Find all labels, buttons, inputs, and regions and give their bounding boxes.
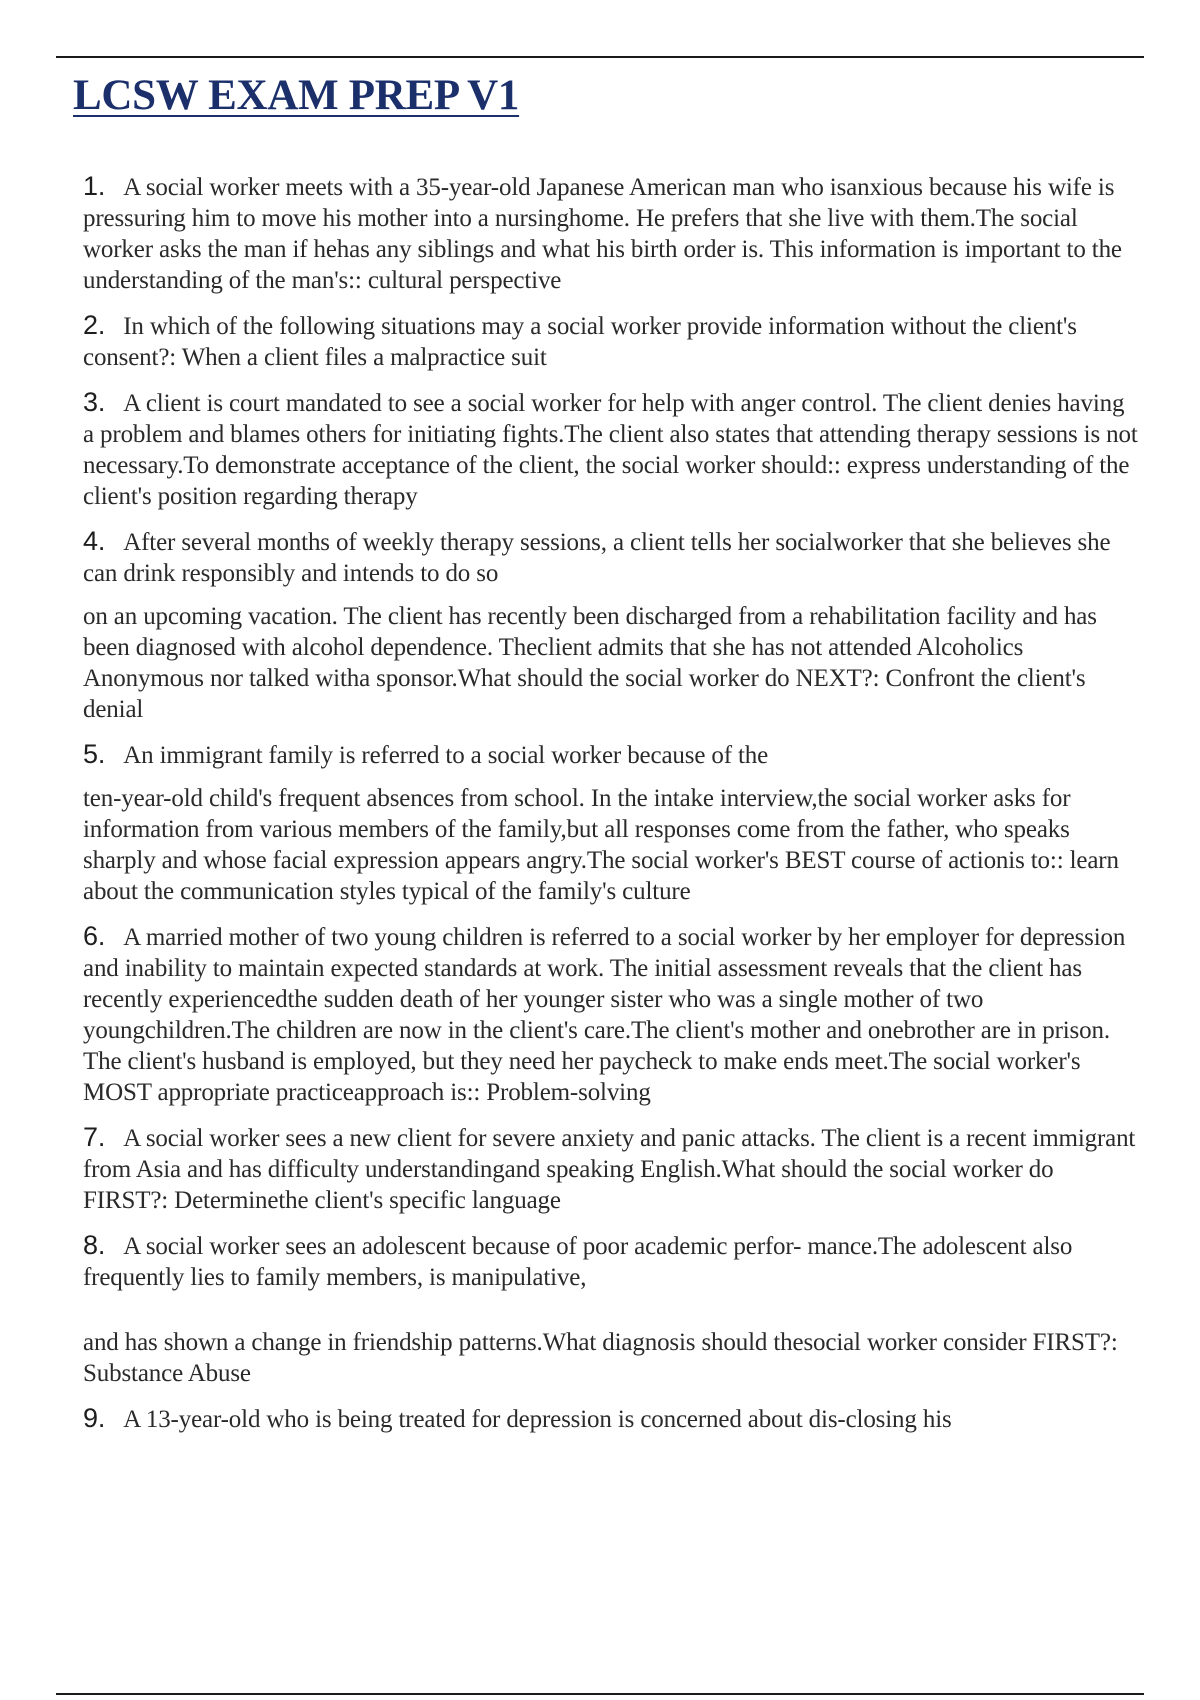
question-6-text — [83, 921, 1140, 1108]
question-number: 5. — [83, 739, 106, 769]
bottom-rule — [56, 1693, 1144, 1695]
question-3-text — [83, 387, 1140, 512]
question-body: A social worker sees a new client for severe anxiety and panic attacks. The client is a recent immigrant from Asia and has difficulty understandingand speaking English.What should the social worker do FIRST?: Determinethe client's specific language — [83, 1125, 1136, 1214]
question-8-text — [83, 1230, 1140, 1293]
question-body: An immigrant family is referred to a social worker because of the — [123, 742, 769, 769]
question-body: After several months of weekly therapy sessions, a client tells her socialworker that she believes she can drink responsibly and intends to do so — [83, 529, 1111, 587]
question-5 — [83, 739, 1140, 907]
question-body: A 13-year-old who is being treated for depression is concerned about dis-closing his — [123, 1406, 952, 1433]
question-number: 7. — [83, 1122, 106, 1152]
question-9 — [83, 1403, 1140, 1435]
question-body: In which of the following situations may a social worker provide information without the client's consent?: When a client files a malpractice suit — [83, 313, 1077, 371]
question-4-text — [83, 526, 1140, 589]
question-list — [83, 171, 1140, 1449]
question-9-text — [83, 1403, 1140, 1435]
question-number: 4. — [83, 526, 106, 556]
question-body: A married mother of two young children is referred to a social worker by her employer for depression and inability to maintain expected standards at work. The initial assessment reveals that the client has recently experiencedthe sudden death of her younger sister who was a single mother of two youngchildren.The children are now in the client's care.The client's mother and onebrother are in prison. The client's husband is employed, but they need her paycheck to make ends meet.The social worker's MOST appropriate practiceapproach is:: Problem-solving — [83, 924, 1126, 1106]
question-1 — [83, 171, 1140, 296]
question-7 — [83, 1122, 1140, 1216]
question-number: 2. — [83, 310, 106, 340]
page-title: LCSW EXAM PREP V1 — [73, 72, 520, 119]
question-number: 8. — [83, 1230, 106, 1260]
question-body: A social worker sees an adolescent because of poor academic perfor- mance.The adolescent also frequently lies to family members, is manipulative, — [83, 1233, 1073, 1291]
question-number: 9. — [83, 1403, 106, 1433]
question-1-text — [83, 171, 1140, 296]
question-3 — [83, 387, 1140, 512]
question-5-continuation: ten-year-old child's frequent absences from school. In the intake interview,the social worker asks for information from various members of the family,but all responses come from the father, who speaks sharply and whose facial expression appears angry.The social worker's BEST course of actionis to:: learn about the communication styles typical of the family's culture — [83, 785, 1119, 905]
question-8-continuation: and has shown a change in friendship patterns.What diagnosis should thesocial worker consider FIRST?: Substance Abuse — [83, 1329, 1118, 1387]
question-4-continuation: on an upcoming vacation. The client has recently been discharged from a rehabilitation facility and has been diagnosed with alcohol dependence. Theclient admits that she has not attended Alcoholics Anonymous nor talked witha sponsor.What should the social worker do NEXT?: Confront the client's denial — [83, 603, 1097, 723]
question-number: 1. — [83, 171, 106, 201]
top-rule — [56, 56, 1144, 58]
question-6 — [83, 921, 1140, 1108]
question-7-text — [83, 1122, 1140, 1216]
question-body: A client is court mandated to see a social worker for help with anger control. The client denies having a problem and blames others for initiating fights.The client also states that attending therapy sessions is not necessary.To demonstrate acceptance of the client, the social worker should:: express understanding of the client's position regarding therapy — [83, 390, 1138, 510]
question-number: 6. — [83, 921, 106, 951]
question-5-text — [83, 739, 1140, 771]
question-4 — [83, 526, 1140, 725]
question-8 — [83, 1230, 1140, 1389]
question-2-text — [83, 310, 1140, 373]
question-2 — [83, 310, 1140, 373]
question-number: 3. — [83, 387, 106, 417]
question-body: A social worker meets with a 35-year-old Japanese American man who isanxious because his wife is pressuring him to move his mother into a nursinghome. He prefers that she live with them.The social worker asks the man if hehas any siblings and what his birth order is. This information is important to the understanding of the man's:: cultural perspective — [83, 174, 1122, 294]
